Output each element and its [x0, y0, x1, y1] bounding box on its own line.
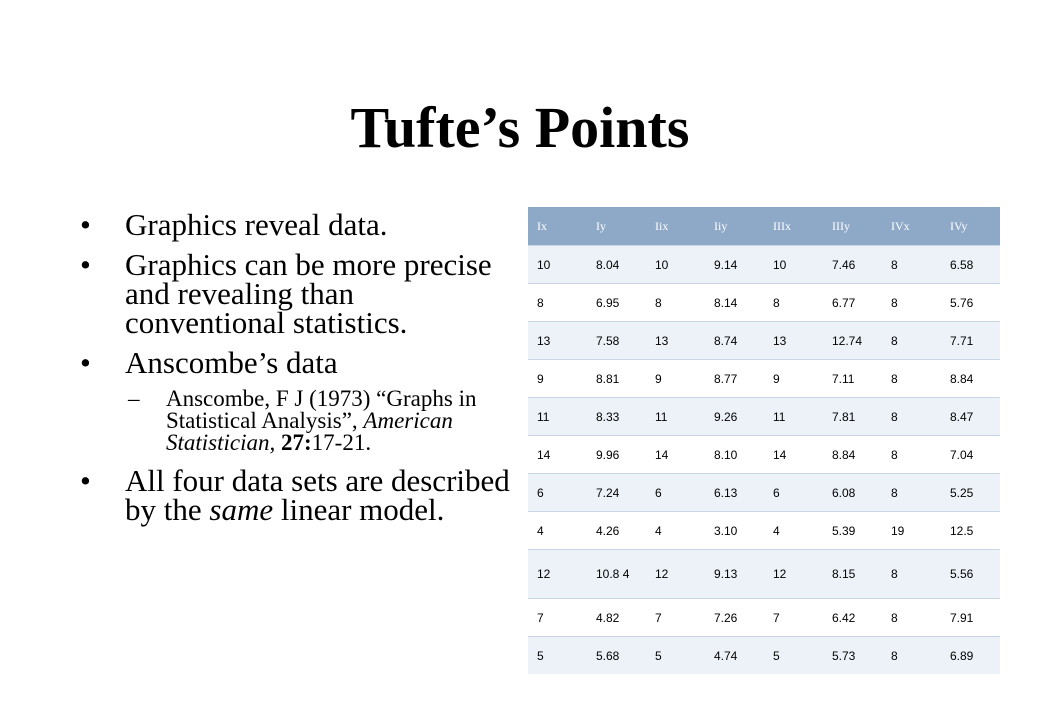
- column-header: IVx: [882, 207, 941, 246]
- slide-title: Tufte’s Points: [350, 95, 690, 160]
- citation-authors: Anscombe, F J (1973) “Graphs in Statistical Analysis”,: [166, 386, 477, 433]
- table-row: [528, 637, 1000, 675]
- table-cell: 13: [528, 322, 587, 360]
- bullet-text: Anscombe’s data: [125, 345, 338, 380]
- anscombe-table: [528, 207, 1000, 674]
- table-row: [528, 398, 1000, 436]
- table-row: [528, 284, 1000, 322]
- table-row: [528, 322, 1000, 360]
- table-row: [528, 550, 1000, 599]
- table-cell: 7.91: [941, 599, 1000, 637]
- bullet-item: [80, 207, 510, 242]
- table-cell: 4: [528, 512, 587, 550]
- column-header: Iiy: [705, 207, 764, 246]
- table-cell: 8: [882, 246, 941, 284]
- table-cell: 8: [882, 637, 941, 675]
- table-cell: 3.10: [705, 512, 764, 550]
- table-cell: 4: [764, 512, 823, 550]
- table-cell: 6.42: [823, 599, 882, 637]
- table-cell: 7.46: [823, 246, 882, 284]
- table-cell: 4.82: [587, 599, 646, 637]
- table-cell: 10: [646, 246, 705, 284]
- table-cell: 14: [646, 436, 705, 474]
- table-cell: 8.04: [587, 246, 646, 284]
- table-cell: 8.15: [823, 550, 882, 599]
- table-row: [528, 474, 1000, 512]
- table-cell: 14: [528, 436, 587, 474]
- table-cell: 8: [528, 284, 587, 322]
- sub-bullet-item: [80, 388, 510, 454]
- table-cell: 8.84: [941, 360, 1000, 398]
- table-cell: 13: [646, 322, 705, 360]
- table-cell: 9: [528, 360, 587, 398]
- table-body: [528, 246, 1000, 675]
- table-cell: 6.89: [941, 637, 1000, 675]
- sub-bullet-marker: –: [128, 386, 140, 411]
- table-cell: 7.71: [941, 322, 1000, 360]
- table-cell: 6.58: [941, 246, 1000, 284]
- table-cell: 5: [528, 637, 587, 675]
- table-cell: 6.77: [823, 284, 882, 322]
- table-cell: 8: [882, 474, 941, 512]
- table-cell: 8.14: [705, 284, 764, 322]
- column-header: Iix: [646, 207, 705, 246]
- table-row: [528, 436, 1000, 474]
- table-cell: 7.26: [705, 599, 764, 637]
- table-cell: 8.47: [941, 398, 1000, 436]
- table-row: [528, 599, 1000, 637]
- table-cell: 4: [646, 512, 705, 550]
- table-cell: 5: [764, 637, 823, 675]
- table-cell: 7: [528, 599, 587, 637]
- bullet-text-part: linear model.: [273, 492, 445, 527]
- table-cell: 12: [528, 550, 587, 599]
- table-cell: 8: [646, 284, 705, 322]
- table-cell: 9.26: [705, 398, 764, 436]
- table-cell: 6: [646, 474, 705, 512]
- bullet-marker: •: [80, 247, 91, 282]
- bullet-text-part: All four data sets are described by the: [125, 463, 510, 527]
- table-cell: 5.56: [941, 550, 1000, 599]
- table-cell: 8: [882, 550, 941, 599]
- table-cell: 7.04: [941, 436, 1000, 474]
- table-cell: 9: [764, 360, 823, 398]
- table-row: [528, 512, 1000, 550]
- table-cell: 5: [646, 637, 705, 675]
- column-header: IIIy: [823, 207, 882, 246]
- table-cell: 6: [764, 474, 823, 512]
- table-cell: 9.13: [705, 550, 764, 599]
- table-cell: 8.81: [587, 360, 646, 398]
- column-header: Ix: [528, 207, 587, 246]
- table-cell: 4.74: [705, 637, 764, 675]
- table-cell: 6.95: [587, 284, 646, 322]
- bullet-marker: •: [80, 463, 91, 498]
- table-cell: 7.81: [823, 398, 882, 436]
- bullet-item: [80, 247, 510, 340]
- table-cell: 8.10: [705, 436, 764, 474]
- table-row: [528, 360, 1000, 398]
- bullet-item: [80, 345, 510, 380]
- table-cell: 8: [882, 322, 941, 360]
- table-cell: 8: [882, 599, 941, 637]
- column-header: IIIx: [764, 207, 823, 246]
- table-cell: 12: [764, 550, 823, 599]
- table-cell: 6.08: [823, 474, 882, 512]
- table-cell: 12.74: [823, 322, 882, 360]
- bullet-text: Graphics can be more precise and revealing than conventional statistics.: [125, 247, 492, 340]
- table-cell: 12.5: [941, 512, 1000, 550]
- table-cell: 8: [764, 284, 823, 322]
- table-cell: 6.13: [705, 474, 764, 512]
- anscombe-table-container: [528, 207, 1000, 674]
- table-cell: 10.8 4: [587, 550, 646, 599]
- citation-volume: 27:: [275, 430, 312, 455]
- table-cell: 5.39: [823, 512, 882, 550]
- table-cell: 8: [882, 436, 941, 474]
- citation-pages: 17-21.: [311, 430, 372, 455]
- table-cell: 10: [764, 246, 823, 284]
- column-header: IVy: [941, 207, 1000, 246]
- bullet-list: [80, 207, 510, 535]
- table-cell: 7.58: [587, 322, 646, 360]
- table-cell: 11: [646, 398, 705, 436]
- table-header-row: [528, 207, 1000, 246]
- bullet-marker: •: [80, 207, 91, 242]
- table-row: [528, 246, 1000, 284]
- table-cell: 8: [882, 284, 941, 322]
- table-cell: 11: [764, 398, 823, 436]
- table-cell: 10: [528, 246, 587, 284]
- table-cell: 11: [528, 398, 587, 436]
- table-cell: 13: [764, 322, 823, 360]
- table-cell: 7.24: [587, 474, 646, 512]
- bullet-emphasis: same: [209, 492, 274, 527]
- table-cell: 5.68: [587, 637, 646, 675]
- table-cell: 7: [646, 599, 705, 637]
- table-cell: 9.14: [705, 246, 764, 284]
- table-cell: 8.33: [587, 398, 646, 436]
- table-cell: 5.25: [941, 474, 1000, 512]
- table-cell: 8.74: [705, 322, 764, 360]
- table-cell: 8: [882, 398, 941, 436]
- table-cell: 19: [882, 512, 941, 550]
- table-cell: 8: [882, 360, 941, 398]
- table-cell: 7.11: [823, 360, 882, 398]
- column-header: Iy: [587, 207, 646, 246]
- table-cell: 9.96: [587, 436, 646, 474]
- table-cell: 5.73: [823, 637, 882, 675]
- bullet-text: [125, 463, 510, 527]
- bullet-item: [80, 463, 510, 527]
- table-cell: 8.77: [705, 360, 764, 398]
- bullet-text: Graphics reveal data.: [125, 207, 388, 242]
- table-cell: 7: [764, 599, 823, 637]
- table-cell: 6: [528, 474, 587, 512]
- citation-journal: American Statistician,: [166, 408, 453, 455]
- table-cell: 9: [646, 360, 705, 398]
- table-cell: 5.76: [941, 284, 1000, 322]
- bullet-marker: •: [80, 345, 91, 380]
- table-cell: 12: [646, 550, 705, 599]
- citation-text: [166, 388, 510, 454]
- table-cell: 8.84: [823, 436, 882, 474]
- table-cell: 4.26: [587, 512, 646, 550]
- table-cell: 14: [764, 436, 823, 474]
